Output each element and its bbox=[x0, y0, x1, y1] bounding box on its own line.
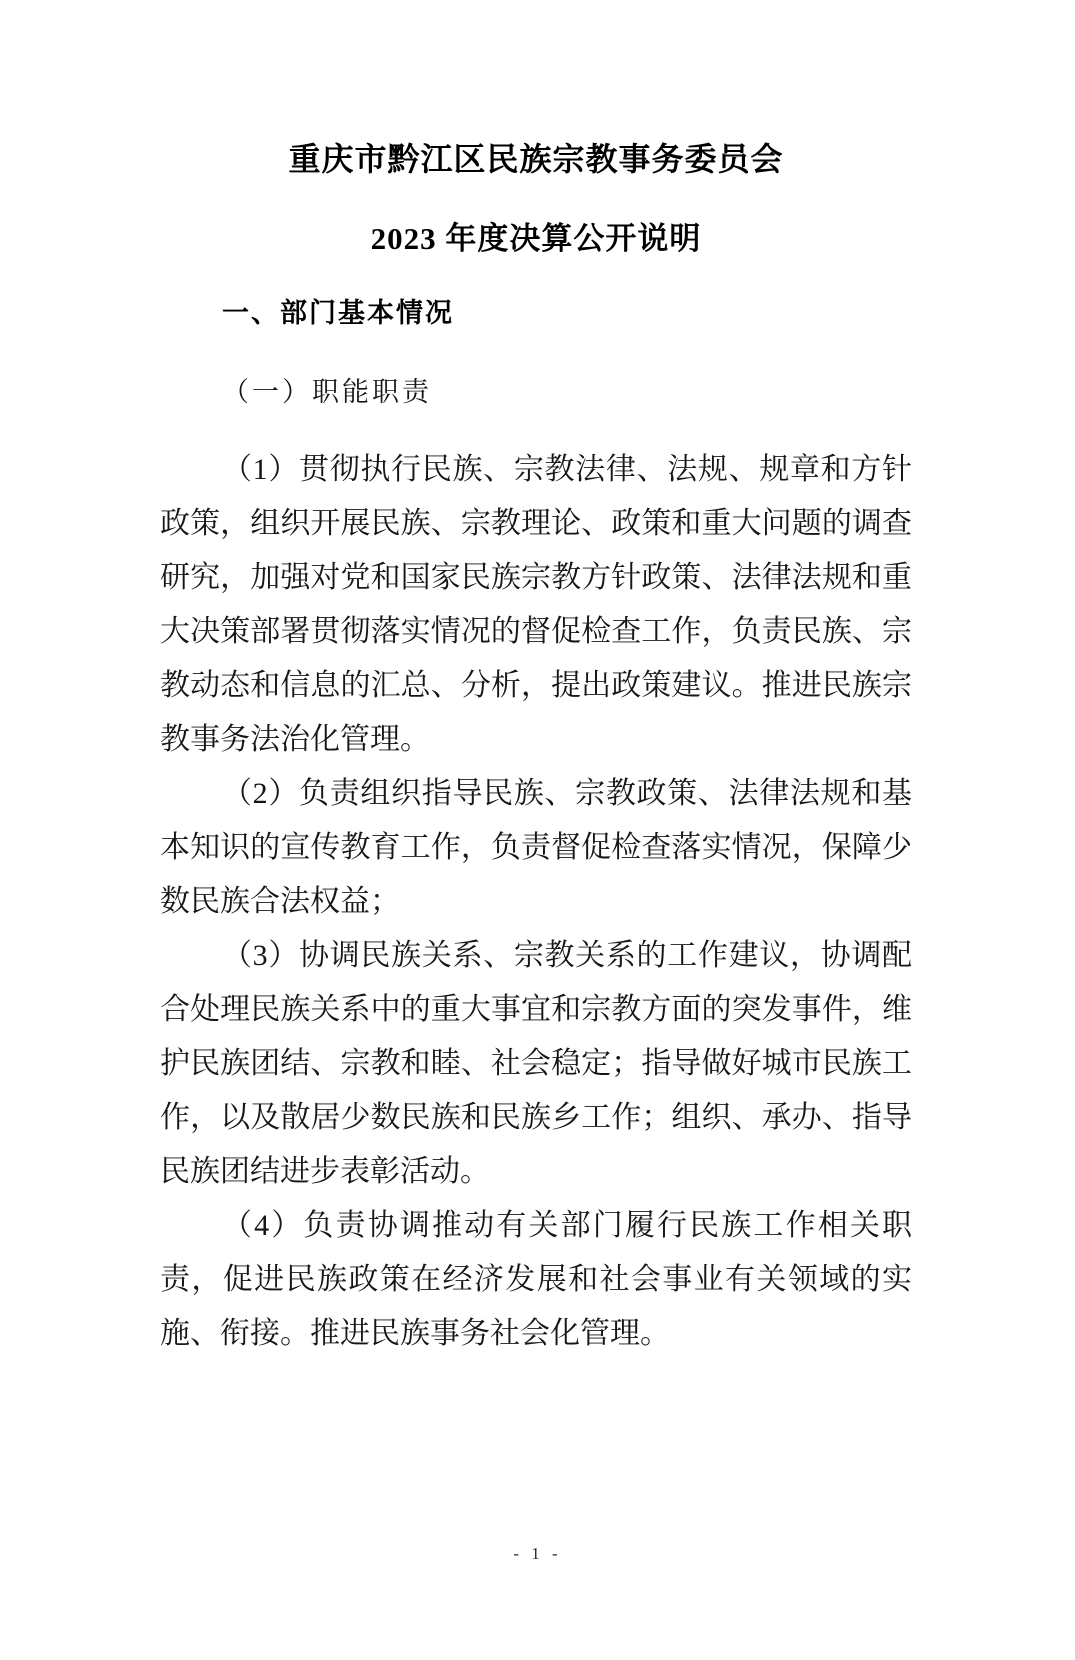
document-subtitle: 2023 年度决算公开说明 bbox=[370, 221, 702, 256]
paragraph-duty-1: （1）贯彻执行民族、宗教法律、法规、规章和方针政策，组织开展民族、宗教理论、政策和重大问题的调查研究，加强对党和国家民族宗教方针政策、法律法规和重大决策部署贯彻落实情况的督促检查工作，负责民族、宗教动态和信息的汇总、分析，提出政策建议。推进民族宗教事务法治化管理。 bbox=[160, 453, 912, 756]
paragraph-duty-2: （2）负责组织指导民族、宗教政策、法律法规和基本知识的宣传教育工作，负责督促检查落实情况，保障少数民族合法权益； bbox=[160, 777, 912, 918]
subsection-heading-duties: （一）职能职责 bbox=[222, 377, 432, 407]
section-heading-basic-info: 一、部门基本情况 bbox=[222, 298, 454, 328]
paragraph-duty-4: （4）负责协调推动有关部门履行民族工作相关职责，促进民族政策在经济发展和社会事业有关领域的实施、衔接。推进民族事务社会化管理。 bbox=[160, 1209, 912, 1350]
page-number: - 1 - bbox=[513, 1544, 562, 1563]
document-page bbox=[0, 140, 1075, 1660]
paragraph-duty-3: （3）协调民族关系、宗教关系的工作建议，协调配合处理民族关系中的重大事宜和宗教方面的突发事件，维护民族团结、宗教和睦、社会稳定；指导做好城市民族工作，以及散居少数民族和民族乡工作；组织、承办、指导民族团结进步表彰活动。 bbox=[160, 939, 912, 1188]
document-title: 重庆市黔江区民族宗教事务委员会 bbox=[288, 141, 784, 177]
